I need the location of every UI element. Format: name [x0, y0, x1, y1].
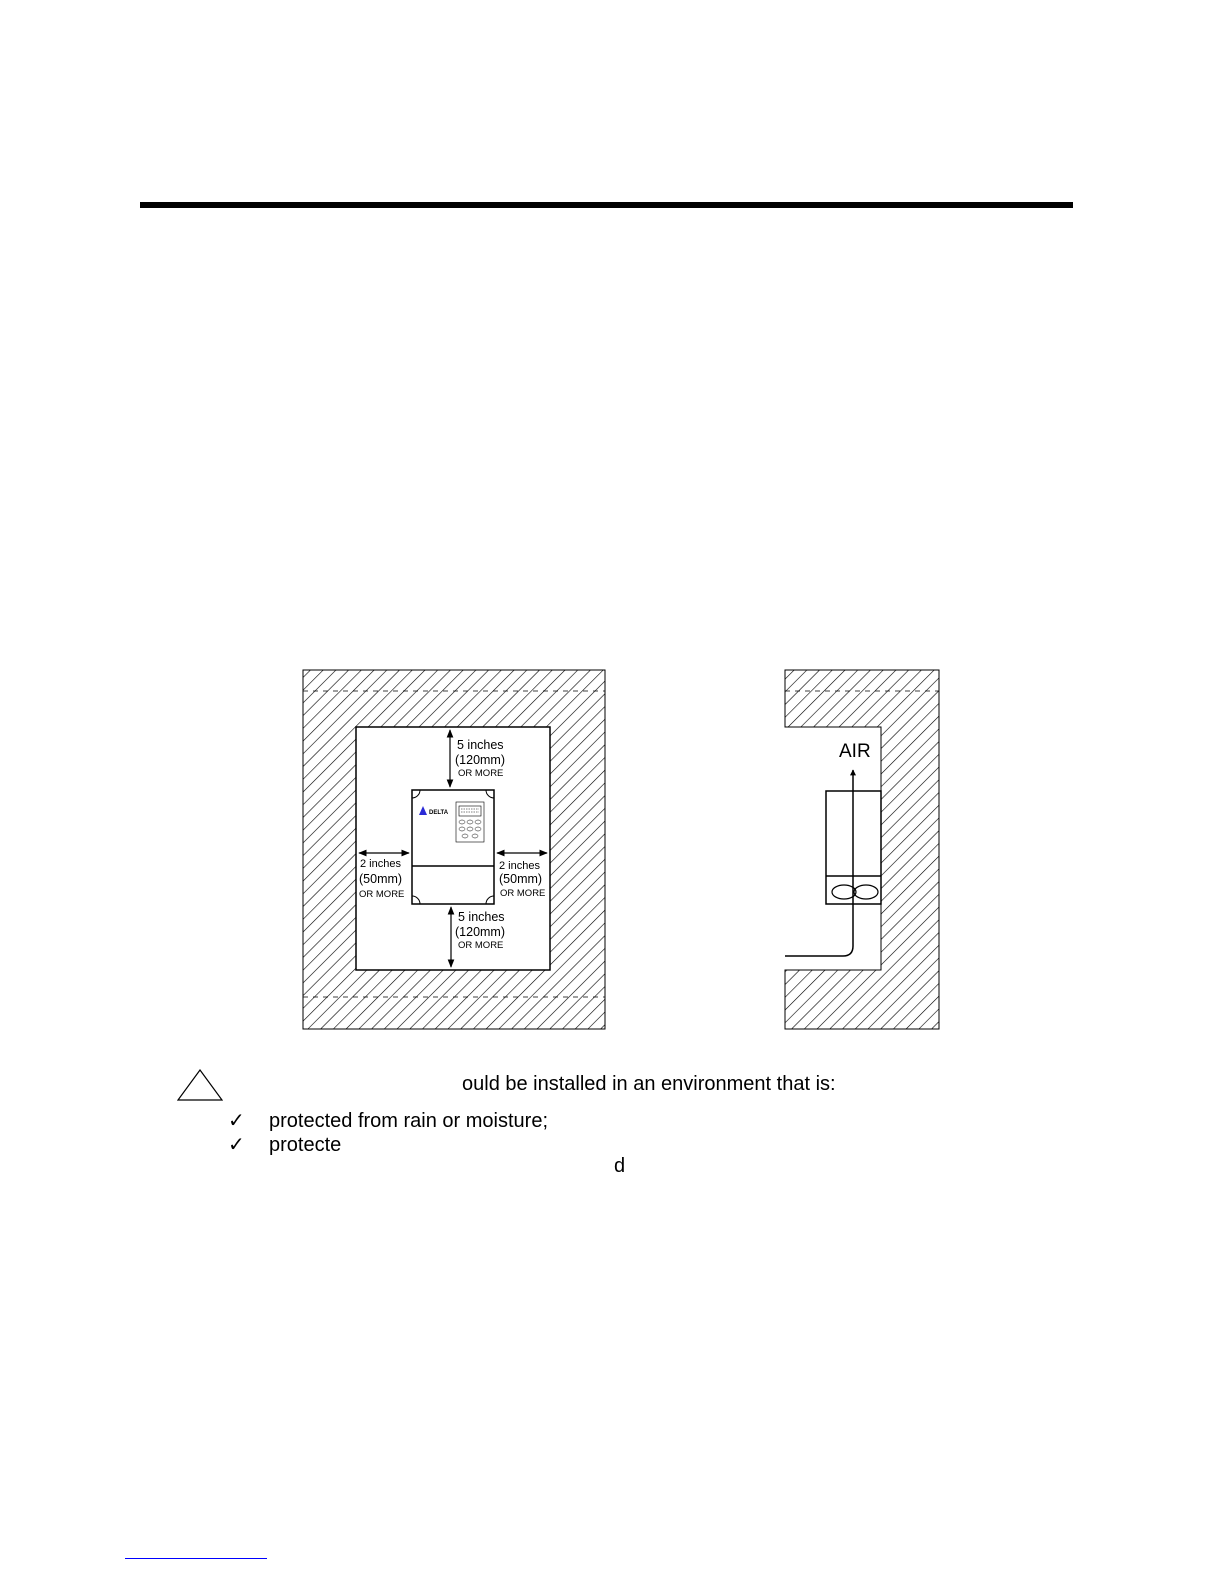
svg-text:(50mm): (50mm)	[359, 872, 403, 886]
footnote-rule	[125, 1558, 267, 1559]
text-fragment: d	[614, 1155, 626, 1177]
svg-text:(120mm): (120mm)	[455, 753, 506, 767]
svg-text:2 inches: 2 inches	[499, 860, 540, 872]
right-clearance-label	[499, 860, 545, 899]
list-item-text: protected from rain or moisture;	[269, 1110, 548, 1132]
checkmark-icon: ✓	[228, 1110, 245, 1132]
list-item-text: protecte	[269, 1134, 342, 1156]
svg-text:5 inches: 5 inches	[457, 738, 504, 752]
list-item	[228, 1132, 341, 1157]
bottom-clearance-label	[455, 910, 505, 951]
ac-drive-unit	[412, 790, 494, 904]
svg-text:OR MORE: OR MORE	[458, 768, 504, 779]
svg-text:OR MORE: OR MORE	[500, 888, 546, 899]
warning-text: ould be installed in an environment that is:	[462, 1073, 836, 1095]
checkmark-icon: ✓	[228, 1134, 245, 1156]
left-clearance-label	[359, 858, 404, 900]
list-item	[228, 1108, 548, 1133]
drive-logo-text: DELTA	[429, 810, 449, 816]
svg-text:(50mm): (50mm)	[499, 872, 543, 886]
warning-triangle-icon	[177, 1069, 223, 1101]
svg-text:OR MORE: OR MORE	[458, 940, 504, 951]
keypad	[456, 802, 484, 842]
airflow-label: AIR	[839, 741, 871, 762]
svg-text:OR MORE: OR MORE	[359, 889, 405, 900]
svg-text:5 inches: 5 inches	[458, 910, 505, 924]
top-clearance-label	[455, 738, 505, 779]
svg-text:2 inches: 2 inches	[360, 858, 401, 870]
svg-text:(120mm): (120mm)	[455, 925, 506, 939]
